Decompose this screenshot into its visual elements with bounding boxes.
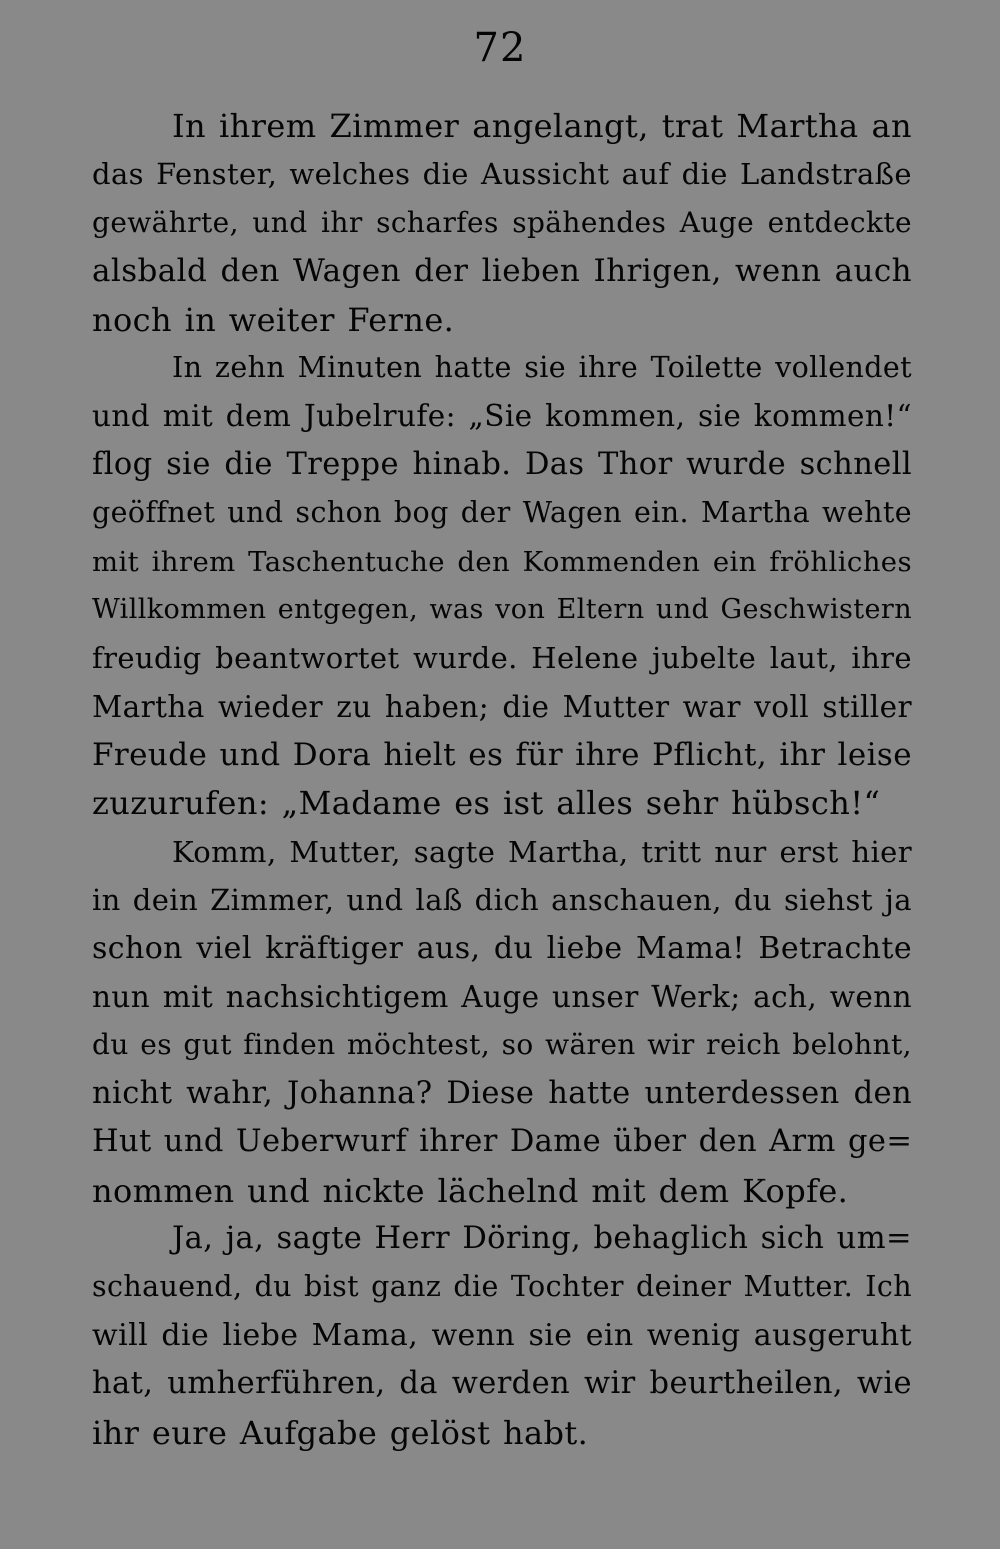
text-line: nommen und nickte lächelnd mit dem Kopfe. — [92, 1171, 849, 1210]
text-line: geöffnet und schon bog der Wagen ein. Martha wehte — [92, 496, 912, 530]
text-line: das Fenster, welches die Aussicht auf die Landstraße — [92, 157, 912, 192]
text-line: nicht wahr, Johanna? Diese hatte unterdessen den — [92, 1075, 912, 1111]
text-line: Komm, Mutter, sagte Martha, tritt nur erst hier — [172, 834, 912, 869]
text-line: schon viel kräftiger aus, du liebe Mama! Betrachte — [92, 930, 912, 966]
text-line: mit ihrem Taschentuche den Kommenden ein fröhliches — [92, 545, 912, 578]
text-line: Hut und Ueberwurf ihrer Dame über den Arm ge= — [92, 1124, 913, 1160]
text-line: gewährte, und ihr scharfes spähendes Auge entdeckte — [92, 205, 912, 239]
text-line: alsbald den Wagen der lieben Ihrigen, wenn auch — [92, 253, 912, 290]
text-line: du es gut finden möchtest, so wären wir reich belohnt, — [92, 1028, 912, 1062]
text-line: Martha wieder zu haben; die Mutter war voll stiller — [92, 689, 912, 724]
text-line: ihr eure Aufgabe gelöst habt. — [92, 1413, 589, 1452]
text-line: Willkommen entgegen, was von Eltern und Geschwistern — [92, 593, 912, 625]
page-text-block — [92, 102, 912, 1457]
text-line: hat, umherführen, da werden wir beurtheilen, wie — [92, 1366, 912, 1402]
text-line: freudig beantwortet wurde. Helene jubelte laut, ihre — [92, 641, 912, 676]
text-line: Ja, ja, sagte Herr Döring, behaglich sich um= — [172, 1220, 912, 1256]
text-line: will die liebe Mama, wenn sie ein wenig ausgeruht — [92, 1317, 912, 1353]
text-line: zuzurufen: „Madame es ist alles sehr hübsch!“ — [92, 784, 881, 823]
text-line: flog sie die Treppe hinab. Das Thor wurde schnell — [92, 446, 912, 482]
text-line: noch in weiter Ferne. — [92, 300, 455, 339]
text-line: In zehn Minuten hatte sie ihre Toilette vollendet — [172, 350, 912, 384]
page-number: 72 — [473, 25, 527, 71]
text-line: nun mit nachsichtigem Auge unser Werk; ach, wenn — [92, 980, 912, 1015]
text-line: In ihrem Zimmer angelangt, trat Martha an — [172, 107, 912, 145]
text-line: und mit dem Jubelrufe: „Sie kommen, sie kommen!“ — [92, 399, 912, 434]
text-line: Freude und Dora hielt es für ihre Pflicht, ihr leise — [92, 737, 912, 774]
text-line: schauend, du bist ganz die Tochter deiner Mutter. Ich — [92, 1270, 912, 1304]
text-line: in dein Zimmer, und laß dich anschauen, du siehst ja — [92, 883, 912, 918]
